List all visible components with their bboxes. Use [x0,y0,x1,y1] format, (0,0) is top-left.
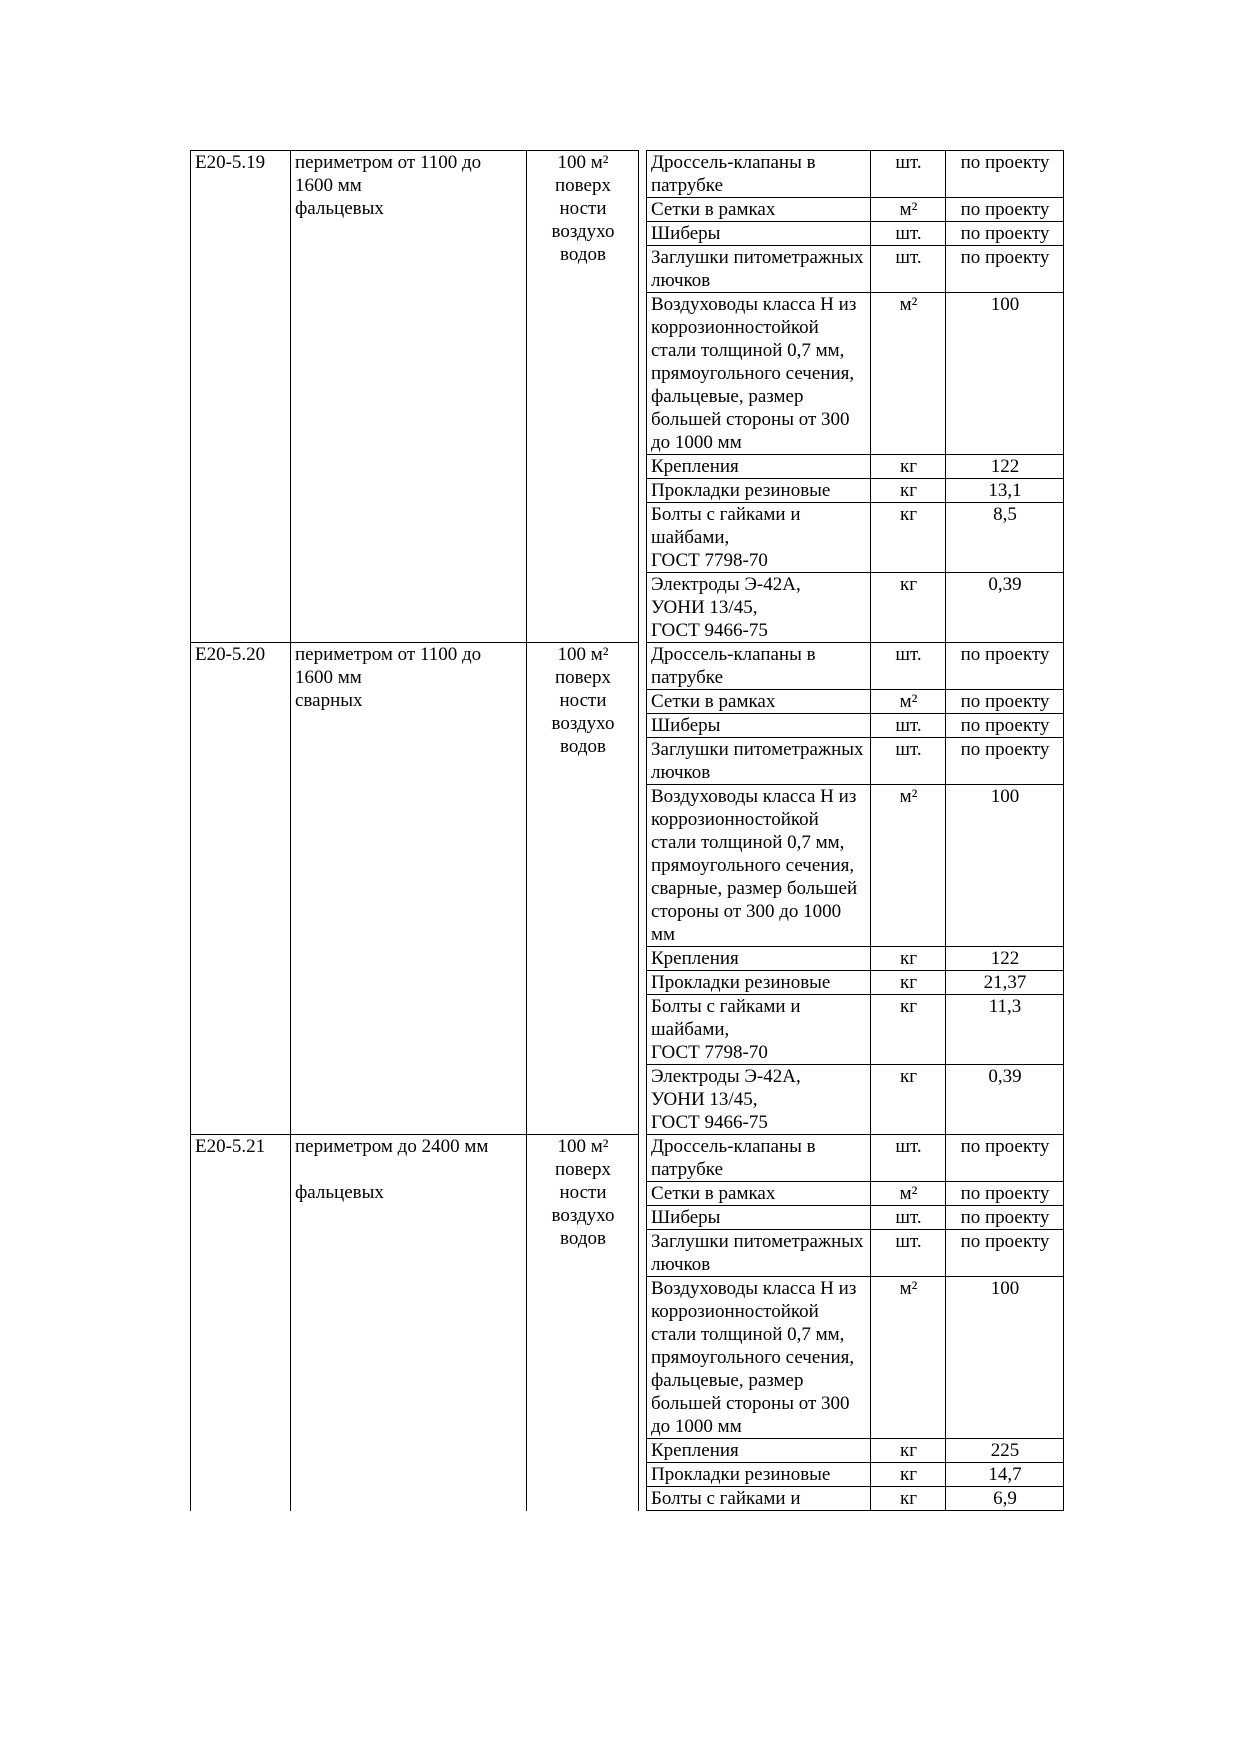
material-quantity: 8,5 [946,503,1064,573]
norm-description [291,151,527,643]
unit-line: поверх [555,667,611,688]
description-line: фальцевых [295,1182,384,1203]
material-name: Сетки в рамках [647,1182,871,1206]
material-quantity: по проекту [946,1182,1064,1206]
material-quantity: по проекту [946,1230,1064,1277]
material-name: Прокладки резиновые [647,479,871,503]
norm-code: Е20-5.21 [191,1135,291,1511]
material-name: Крепления [647,947,871,971]
column-gap [639,1135,647,1511]
unit-line: 100 м² [557,644,609,665]
material-quantity: 100 [946,785,1064,947]
unit-line: 100 м² [557,1136,609,1157]
column-gap [639,151,647,643]
material-unit: кг [871,971,946,995]
table-row [191,1135,1064,1182]
material-unit: шт. [871,738,946,785]
material-name: Болты с гайками и шайбами, ГОСТ 7798-70 [647,503,871,573]
material-name: Воздуховоды класса Н из коррозионностойкой стали толщиной 0,7 мм, прямоугольного сечения, фальцевые, размер большей стороны от 300 до 1000 мм [647,1277,871,1439]
material-unit: шт. [871,151,946,198]
material-unit: м² [871,1277,946,1439]
material-quantity: по проекту [946,246,1064,293]
material-unit: кг [871,573,946,643]
material-name: Заглушки питометражных лючков [647,738,871,785]
table-row [191,643,1064,690]
description-line: фальцевых [295,198,384,219]
unit-line: воздухо [551,1205,615,1226]
material-unit: кг [871,479,946,503]
material-name: Прокладки резиновые [647,971,871,995]
material-name: Болты с гайками и шайбами, ГОСТ 7798-70 [647,995,871,1065]
material-quantity: 14,7 [946,1463,1064,1487]
material-unit: шт. [871,222,946,246]
norm-unit [527,1135,639,1511]
material-name: Крепления [647,1439,871,1463]
material-unit: м² [871,785,946,947]
material-unit: шт. [871,714,946,738]
description-line: сварных [295,690,363,711]
norm-unit [527,643,639,1135]
material-name: Воздуховоды класса Н из коррозионностойкой стали толщиной 0,7 мм, прямоугольного сечения, сварные, размер большей стороны от 300 до 1000 мм [647,785,871,947]
material-unit: шт. [871,1135,946,1182]
unit-line: водов [560,736,606,757]
material-unit: кг [871,1065,946,1135]
material-quantity: по проекту [946,1135,1064,1182]
unit-line: 100 м² [557,152,609,173]
material-unit: кг [871,1463,946,1487]
material-quantity: по проекту [946,151,1064,198]
material-unit: м² [871,690,946,714]
material-quantity: 0,39 [946,1065,1064,1135]
material-unit: шт. [871,1206,946,1230]
material-unit: кг [871,455,946,479]
table-row [191,151,1064,198]
material-unit: кг [871,1487,946,1511]
material-name: Шиберы [647,1206,871,1230]
material-quantity: 122 [946,947,1064,971]
material-unit: м² [871,293,946,455]
material-quantity: 225 [946,1439,1064,1463]
norm-description [291,1135,527,1511]
material-name: Электроды Э-42А, УОНИ 13/45, ГОСТ 9466-75 [647,1065,871,1135]
material-unit: кг [871,503,946,573]
material-quantity: 11,3 [946,995,1064,1065]
unit-line: водов [560,1228,606,1249]
column-gap [639,643,647,1135]
norm-code: Е20-5.19 [191,151,291,643]
material-quantity: 6,9 [946,1487,1064,1511]
description-line: периметром до 2400 мм [295,1136,489,1157]
material-unit: кг [871,995,946,1065]
material-name: Шиберы [647,222,871,246]
material-quantity: по проекту [946,1206,1064,1230]
material-name: Заглушки питометражных лючков [647,1230,871,1277]
norm-description [291,643,527,1135]
unit-line: воздухо [551,713,615,734]
norms-table-body [191,151,1064,1511]
material-unit: шт. [871,246,946,293]
unit-line: ности [559,1182,607,1203]
description-line: периметром от 1100 до 1600 мм [295,644,482,688]
norm-unit [527,151,639,643]
material-name: Сетки в рамках [647,198,871,222]
material-name: Болты с гайками и [647,1487,871,1511]
unit-line: воздухо [551,221,615,242]
material-quantity: 21,37 [946,971,1064,995]
unit-line: ности [559,198,607,219]
norm-code: Е20-5.20 [191,643,291,1135]
material-name: Электроды Э-42А, УОНИ 13/45, ГОСТ 9466-75 [647,573,871,643]
material-unit: м² [871,198,946,222]
material-quantity: по проекту [946,714,1064,738]
material-unit: м² [871,1182,946,1206]
material-unit: кг [871,1439,946,1463]
unit-line: водов [560,244,606,265]
material-quantity: 122 [946,455,1064,479]
description-line: периметром от 1100 до 1600 мм [295,152,482,196]
unit-line: поверх [555,175,611,196]
material-name: Крепления [647,455,871,479]
material-quantity: по проекту [946,222,1064,246]
material-quantity: 0,39 [946,573,1064,643]
material-name: Прокладки резиновые [647,1463,871,1487]
norms-table [190,150,1064,1511]
material-unit: кг [871,947,946,971]
material-quantity: по проекту [946,198,1064,222]
material-quantity: 100 [946,1277,1064,1439]
material-name: Дроссель-клапаны в патрубке [647,643,871,690]
material-quantity: 13,1 [946,479,1064,503]
material-quantity: 100 [946,293,1064,455]
material-name: Дроссель-клапаны в патрубке [647,1135,871,1182]
unit-line: поверх [555,1159,611,1180]
material-quantity: по проекту [946,643,1064,690]
material-name: Заглушки питометражных лючков [647,246,871,293]
unit-line: ности [559,690,607,711]
material-unit: шт. [871,1230,946,1277]
material-name: Шиберы [647,714,871,738]
material-name: Дроссель-клапаны в патрубке [647,151,871,198]
material-name: Сетки в рамках [647,690,871,714]
material-quantity: по проекту [946,690,1064,714]
material-unit: шт. [871,643,946,690]
material-name: Воздуховоды класса Н из коррозионностойкой стали толщиной 0,7 мм, прямоугольного сечения, фальцевые, размер большей стороны от 300 до 1000 мм [647,293,871,455]
material-quantity: по проекту [946,738,1064,785]
